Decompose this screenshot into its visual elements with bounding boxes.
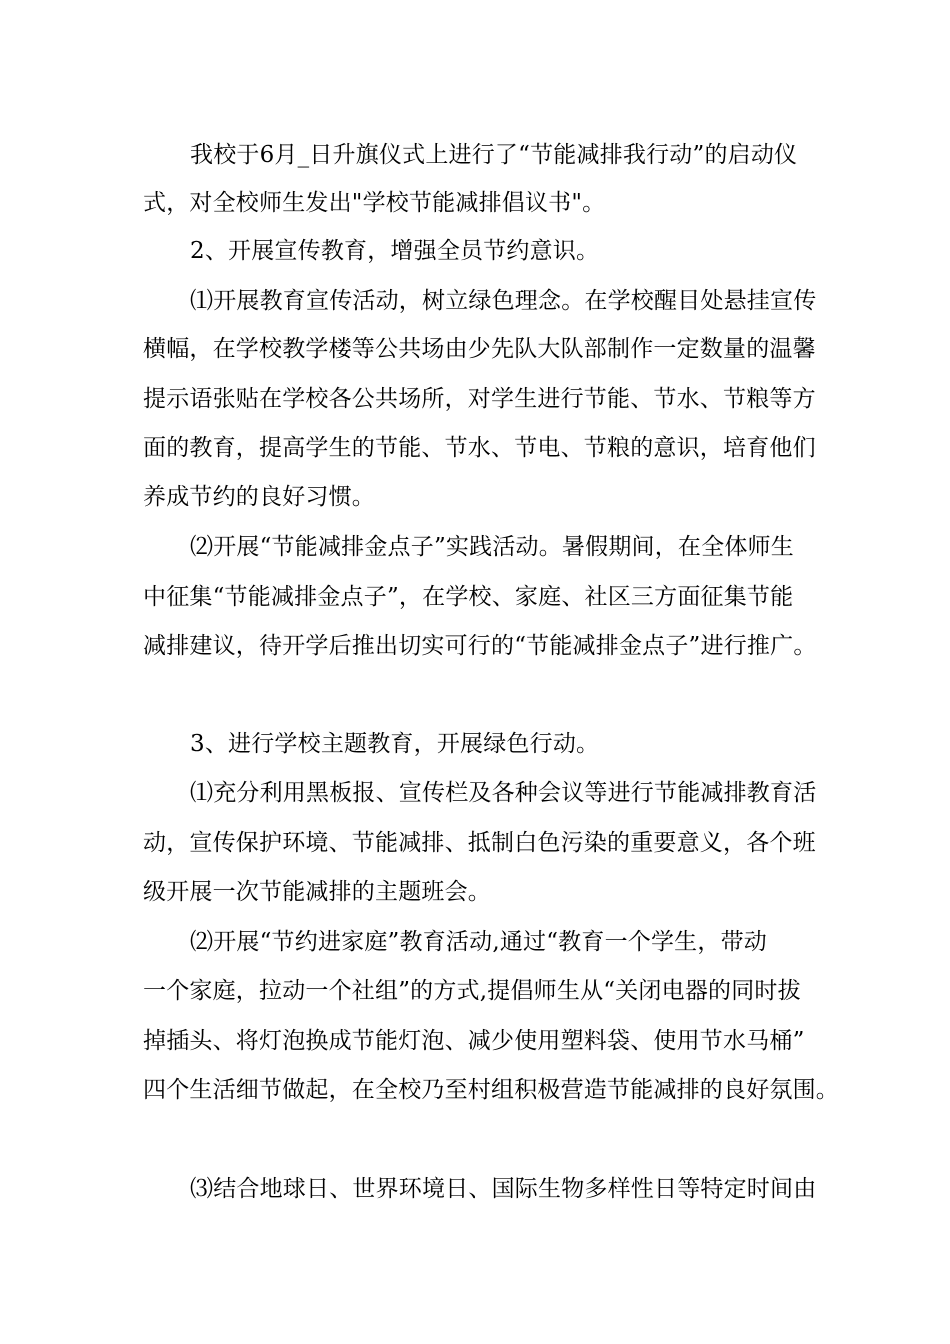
text-line: 级开展一次节能减排的主题班会。 [143,879,491,905]
text-line: 掉插头、将灯泡换成节能灯泡、减少使用塑料袋、使用节水马桶” [143,1028,805,1054]
text-line: ⑶结合地球日、世界环境日、国际生物多样性日等特定时间由 [190,1176,817,1202]
text-line: 一个家庭，拉动一个社组”的方式,提倡师生从“关闭电器的同时拔 [143,978,801,1004]
text-line: ⑵开展“节能减排金点子”实践活动。暑假期间，在全体师生 [190,534,794,560]
text-line: 中征集“节能减排金点子”，在学校、家庭、社区三方面征集节能 [143,584,794,610]
text-line: 2、开展宣传教育，增强全员节约意识。 [190,238,600,264]
text-line: 养成节约的良好习惯。 [143,484,375,510]
text-line: 减排建议，待开学后推出切实可行的“节能减排金点子”进行推广。 [143,633,817,659]
text-line: 式，对全校师生发出"学校节能减排倡议书"。 [143,190,606,216]
text-line: ⑵开展“节约进家庭”教育活动,通过“教育一个学生，带动 [190,929,767,955]
text-line: 3、进行学校主题教育，开展绿色行动。 [190,731,600,757]
text-line: 四个生活细节做起，在全校乃至村组积极营造节能减排的良好氛围。 [143,1077,839,1103]
text-line: 我校于6月_日升旗仪式上进行了“节能减排我行动”的启动仪 [190,142,798,168]
text-line: 动，宣传保护环境、节能减排、抵制白色污染的重要意义，各个班 [143,830,816,856]
text-line: ⑴开展教育宣传活动，树立绿色理念。在学校醒目处悬挂宣传 [190,288,817,314]
text-line: 提示语张贴在学校各公共场所，对学生进行节能、节水、节粮等方 [143,386,816,412]
text-line: 横幅，在学校教学楼等公共场由少先队大队部制作一定数量的温馨 [143,336,816,362]
text-line: 面的教育，提高学生的节能、节水、节电、节粮的意识，培育他们 [143,435,816,461]
text-line: ⑴充分利用黑板报、宣传栏及各种会议等进行节能减排教育活 [190,780,817,806]
